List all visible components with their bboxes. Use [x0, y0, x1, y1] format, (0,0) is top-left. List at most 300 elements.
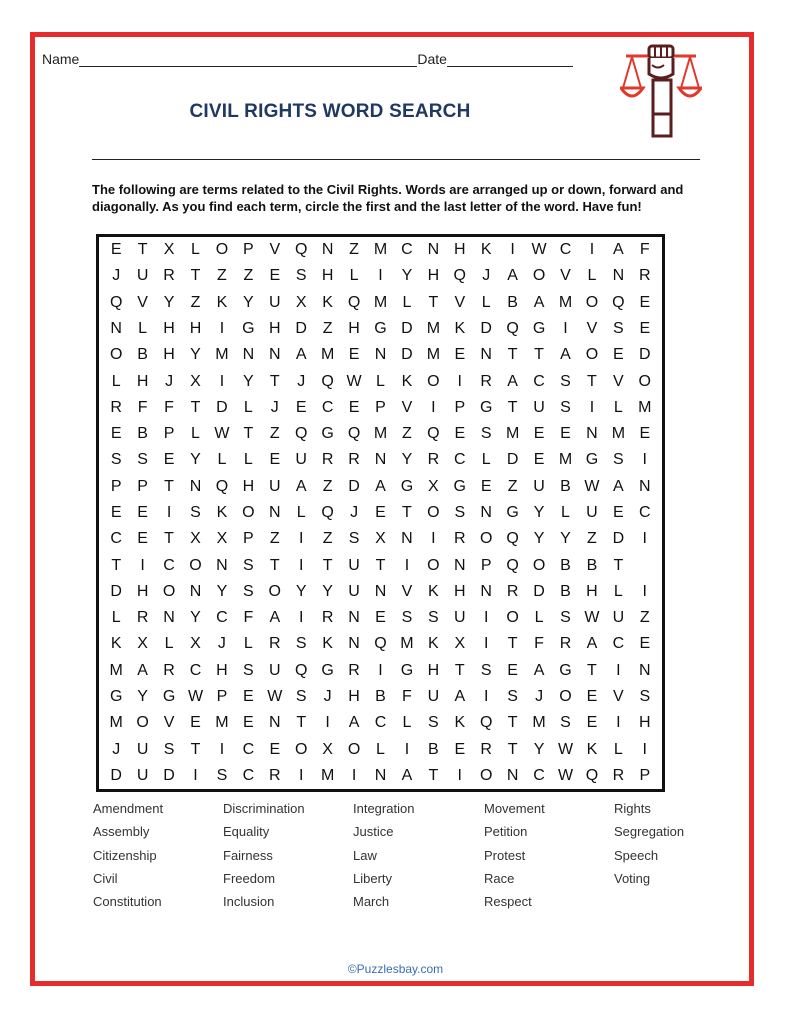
grid-letter[interactable]: C — [639, 503, 651, 521]
grid-letter[interactable]: R — [269, 766, 281, 784]
grid-letter[interactable]: E — [454, 740, 466, 758]
grid-letter[interactable]: U — [533, 477, 545, 495]
grid-letter[interactable]: T — [111, 556, 122, 574]
grid-letter[interactable]: X — [137, 635, 148, 653]
grid-letter[interactable]: L — [243, 451, 253, 469]
grid-letter[interactable]: L — [191, 425, 200, 443]
grid-letter[interactable]: B — [137, 346, 148, 364]
grid-letter[interactable]: G — [162, 687, 176, 705]
grid-letter[interactable]: O — [638, 372, 651, 390]
grid-letter[interactable]: Y — [190, 609, 201, 627]
grid-letter[interactable]: M — [320, 766, 335, 784]
grid-letter[interactable]: R — [639, 267, 651, 285]
grid-letter[interactable]: F — [137, 398, 148, 416]
grid-letter[interactable]: K — [454, 714, 466, 732]
grid-letter[interactable]: K — [428, 635, 439, 653]
grid-letter[interactable]: Q — [347, 293, 361, 311]
grid-letter[interactable]: O — [532, 556, 546, 574]
grid-letter[interactable]: Q — [321, 503, 334, 521]
grid-letter[interactable]: T — [269, 556, 280, 574]
grid-letter[interactable]: N — [480, 346, 492, 364]
grid-letter[interactable]: G — [585, 451, 599, 469]
grid-letter[interactable]: G — [374, 319, 387, 337]
grid-letter[interactable]: N — [639, 477, 651, 495]
grid-letter[interactable]: H — [216, 661, 228, 679]
grid-letter[interactable]: F — [164, 398, 174, 416]
grid-letter[interactable]: W — [557, 766, 574, 784]
grid-letter[interactable]: W — [584, 609, 600, 627]
grid-letter[interactable]: T — [428, 293, 439, 311]
grid-letter[interactable]: L — [402, 293, 412, 311]
grid-letter[interactable]: H — [242, 477, 255, 495]
grid-letter[interactable]: V — [560, 267, 571, 285]
grid-letter[interactable]: J — [112, 740, 121, 758]
grid-letter[interactable]: U — [586, 503, 598, 521]
grid-letter[interactable]: L — [561, 503, 570, 521]
grid-letter[interactable]: Q — [585, 766, 599, 784]
grid-letter[interactable]: M — [215, 714, 229, 732]
grid-letter[interactable]: I — [298, 766, 304, 784]
grid-letter[interactable]: I — [431, 530, 436, 548]
grid-letter[interactable]: E — [639, 319, 651, 337]
grid-letter[interactable]: T — [243, 425, 254, 443]
grid-letter[interactable]: E — [348, 346, 360, 364]
grid-letter[interactable]: I — [616, 714, 621, 732]
grid-letter[interactable]: S — [295, 635, 307, 653]
grid-letter[interactable]: L — [376, 372, 385, 390]
grid-letter[interactable]: D — [612, 530, 625, 548]
grid-letter[interactable]: O — [479, 766, 493, 784]
grid-letter[interactable]: W — [267, 687, 283, 705]
grid-letter[interactable]: S — [560, 372, 571, 390]
grid-letter[interactable]: S — [507, 687, 518, 705]
grid-letter[interactable]: Q — [453, 267, 466, 285]
grid-letter[interactable]: H — [321, 267, 334, 285]
grid-letter[interactable]: E — [137, 530, 148, 548]
grid-letter[interactable]: U — [295, 451, 307, 469]
grid-letter[interactable]: U — [348, 556, 360, 574]
grid-letter[interactable]: H — [163, 319, 175, 337]
grid-letter[interactable]: H — [136, 582, 149, 600]
grid-letter[interactable]: Q — [347, 425, 361, 443]
grid-letter[interactable]: O — [268, 582, 281, 600]
grid-letter[interactable]: A — [613, 477, 624, 495]
grid-letter[interactable]: T — [507, 635, 518, 653]
grid-letter[interactable]: Y — [401, 451, 413, 469]
grid-letter[interactable]: Q — [215, 477, 229, 495]
grid-letter[interactable]: N — [639, 661, 651, 679]
grid-letter[interactable]: S — [454, 503, 466, 521]
grid-letter[interactable]: N — [374, 582, 387, 600]
grid-letter[interactable]: L — [613, 740, 623, 758]
grid-letter[interactable]: G — [109, 687, 123, 705]
grid-letter[interactable]: Y — [560, 530, 571, 548]
grid-letter[interactable]: I — [431, 398, 436, 416]
grid-letter[interactable]: U — [454, 609, 466, 627]
grid-letter[interactable]: E — [639, 635, 651, 653]
grid-letter[interactable]: S — [560, 398, 571, 416]
grid-letter[interactable]: N — [348, 609, 360, 627]
grid-letter[interactable]: R — [480, 740, 492, 758]
grid-letter[interactable]: D — [163, 766, 175, 784]
grid-letter[interactable]: R — [506, 582, 519, 600]
grid-letter[interactable]: X — [190, 635, 201, 653]
grid-letter[interactable]: O — [162, 582, 176, 600]
grid-letter[interactable]: L — [349, 267, 359, 285]
grid-letter[interactable]: L — [534, 609, 544, 627]
grid-letter[interactable]: E — [533, 425, 545, 443]
grid-letter[interactable]: R — [110, 398, 122, 416]
grid-letter[interactable]: M — [109, 714, 123, 732]
grid-letter[interactable]: I — [616, 661, 621, 679]
grid-letter[interactable]: U — [269, 293, 281, 311]
grid-letter[interactable]: P — [243, 241, 254, 259]
grid-letter[interactable]: C — [533, 766, 545, 784]
grid-letter[interactable]: X — [428, 477, 439, 495]
grid-letter[interactable]: Z — [507, 477, 518, 495]
grid-letter[interactable]: A — [613, 241, 624, 259]
grid-letter[interactable]: P — [110, 477, 122, 495]
grid-letter[interactable]: I — [219, 372, 225, 390]
grid-letter[interactable]: M — [373, 293, 388, 311]
grid-letter[interactable]: N — [189, 582, 202, 600]
grid-letter[interactable]: T — [190, 740, 201, 758]
grid-letter[interactable]: T — [507, 346, 518, 364]
grid-letter[interactable]: N — [480, 503, 492, 521]
grid-letter[interactable]: P — [137, 477, 148, 495]
grid-letter[interactable]: L — [191, 241, 200, 259]
grid-letter[interactable]: S — [480, 425, 492, 443]
grid-letter[interactable]: R — [163, 661, 175, 679]
grid-letter[interactable]: I — [457, 372, 462, 390]
grid-letter[interactable]: D — [401, 319, 413, 337]
grid-letter[interactable]: F — [243, 609, 254, 627]
grid-letter[interactable]: V — [454, 293, 466, 311]
grid-letter[interactable]: N — [454, 556, 466, 574]
grid-letter[interactable]: U — [533, 398, 545, 416]
grid-letter[interactable]: J — [482, 267, 491, 285]
grid-letter[interactable]: G — [242, 319, 255, 337]
grid-letter[interactable]: P — [216, 687, 228, 705]
grid-letter[interactable]: Q — [294, 241, 308, 259]
date-field[interactable] — [447, 52, 573, 67]
grid-letter[interactable]: E — [454, 346, 466, 364]
grid-letter[interactable]: Z — [269, 530, 280, 548]
grid-letter[interactable]: W — [346, 372, 362, 390]
grid-letter[interactable]: J — [270, 398, 279, 416]
grid-letter[interactable]: O — [189, 556, 202, 574]
grid-letter[interactable]: P — [163, 425, 175, 443]
grid-letter[interactable]: I — [193, 766, 198, 784]
grid-letter[interactable]: L — [138, 319, 148, 337]
grid-letter[interactable]: C — [401, 241, 413, 259]
grid-letter[interactable]: J — [350, 503, 359, 521]
grid-letter[interactable]: N — [269, 503, 281, 521]
grid-letter[interactable]: I — [404, 740, 410, 758]
grid-letter[interactable]: A — [295, 477, 307, 495]
grid-letter[interactable]: H — [586, 582, 598, 600]
grid-letter[interactable]: M — [215, 346, 229, 364]
grid-letter[interactable]: J — [217, 635, 226, 653]
grid-letter[interactable]: E — [269, 740, 281, 758]
grid-letter[interactable]: O — [506, 609, 519, 627]
grid-letter[interactable]: B — [507, 293, 518, 311]
grid-letter[interactable]: X — [190, 372, 201, 390]
grid-letter[interactable]: B — [428, 740, 439, 758]
grid-letter[interactable]: Z — [269, 425, 280, 443]
grid-letter[interactable]: I — [642, 582, 647, 600]
grid-letter[interactable]: Q — [109, 293, 123, 311]
grid-letter[interactable]: I — [483, 687, 489, 705]
grid-letter[interactable]: I — [378, 661, 383, 679]
grid-letter[interactable]: E — [110, 425, 122, 443]
grid-letter[interactable]: I — [483, 635, 489, 653]
grid-letter[interactable]: Q — [612, 293, 625, 311]
grid-letter[interactable]: C — [374, 714, 387, 732]
grid-letter[interactable]: C — [533, 372, 545, 390]
grid-letter[interactable]: H — [136, 372, 149, 390]
grid-letter[interactable]: I — [140, 556, 145, 574]
grid-letter[interactable]: Z — [190, 293, 201, 311]
grid-letter[interactable]: J — [535, 687, 544, 705]
grid-letter[interactable]: H — [348, 687, 360, 705]
grid-letter[interactable]: S — [216, 766, 228, 784]
grid-letter[interactable]: K — [480, 241, 492, 259]
grid-letter[interactable]: V — [163, 714, 175, 732]
grid-letter[interactable]: E — [507, 661, 518, 679]
grid-letter[interactable]: O — [532, 267, 546, 285]
grid-letter[interactable]: N — [374, 346, 387, 364]
grid-letter[interactable]: E — [639, 293, 651, 311]
grid-letter[interactable]: L — [111, 372, 121, 390]
grid-letter[interactable]: H — [454, 582, 466, 600]
grid-letter[interactable]: S — [137, 451, 148, 469]
grid-letter[interactable]: A — [533, 661, 545, 679]
grid-letter[interactable]: I — [166, 503, 172, 521]
grid-letter[interactable]: H — [639, 714, 651, 732]
grid-letter[interactable]: D — [480, 319, 492, 337]
grid-letter[interactable]: A — [533, 293, 545, 311]
grid-letter[interactable]: E — [269, 267, 281, 285]
grid-letter[interactable]: U — [269, 477, 281, 495]
grid-letter[interactable]: K — [454, 319, 466, 337]
grid-letter[interactable]: A — [269, 609, 281, 627]
grid-letter[interactable]: Q — [427, 425, 440, 443]
grid-letter[interactable]: Y — [533, 740, 545, 758]
grid-letter[interactable]: L — [587, 267, 597, 285]
grid-letter[interactable]: N — [506, 766, 519, 784]
grid-letter[interactable]: M — [109, 661, 123, 679]
grid-letter[interactable]: K — [428, 582, 439, 600]
grid-letter[interactable]: Z — [322, 319, 333, 337]
grid-letter[interactable]: T — [587, 372, 597, 390]
grid-letter[interactable]: G — [532, 319, 546, 337]
grid-letter[interactable]: G — [321, 661, 334, 679]
grid-letter[interactable]: T — [164, 477, 174, 495]
grid-letter[interactable]: M — [320, 346, 335, 364]
grid-letter[interactable]: O — [427, 556, 440, 574]
grid-letter[interactable]: R — [321, 609, 334, 627]
grid-letter[interactable]: E — [243, 687, 254, 705]
grid-letter[interactable]: D — [216, 398, 228, 416]
grid-letter[interactable]: E — [375, 503, 386, 521]
grid-letter[interactable]: J — [165, 372, 174, 390]
grid-letter[interactable]: N — [348, 635, 360, 653]
grid-letter[interactable]: I — [483, 609, 489, 627]
grid-letter[interactable]: E — [586, 687, 598, 705]
grid-letter[interactable]: G — [559, 661, 572, 679]
grid-letter[interactable]: R — [136, 609, 149, 627]
grid-letter[interactable]: G — [506, 503, 519, 521]
grid-letter[interactable]: F — [534, 635, 544, 653]
grid-letter[interactable]: Y — [533, 503, 545, 521]
grid-letter[interactable]: B — [375, 687, 386, 705]
grid-letter[interactable]: K — [322, 293, 333, 311]
grid-letter[interactable]: M — [373, 241, 388, 259]
grid-letter[interactable]: P — [480, 556, 492, 574]
grid-letter[interactable]: D — [533, 582, 545, 600]
grid-letter[interactable]: L — [613, 582, 623, 600]
grid-letter[interactable]: N — [321, 241, 334, 259]
grid-letter[interactable]: Z — [243, 267, 254, 285]
grid-letter[interactable]: T — [190, 398, 201, 416]
grid-letter[interactable]: Q — [321, 372, 334, 390]
grid-letter[interactable]: S — [428, 609, 439, 627]
grid-letter[interactable]: I — [325, 714, 330, 732]
grid-letter[interactable]: C — [163, 556, 175, 574]
grid-letter[interactable]: V — [586, 319, 598, 337]
grid-letter[interactable]: H — [427, 267, 440, 285]
grid-letter[interactable]: P — [454, 398, 466, 416]
grid-letter[interactable]: M — [505, 425, 520, 443]
grid-letter[interactable]: R — [559, 635, 572, 653]
grid-letter[interactable]: E — [190, 714, 201, 732]
grid-letter[interactable]: Y — [137, 687, 148, 705]
grid-letter[interactable]: F — [402, 687, 412, 705]
grid-letter[interactable]: U — [269, 661, 281, 679]
grid-letter[interactable]: Y — [322, 582, 333, 600]
grid-letter[interactable]: L — [296, 503, 306, 521]
grid-letter[interactable]: H — [269, 319, 281, 337]
grid-letter[interactable]: P — [375, 398, 386, 416]
grid-letter[interactable]: S — [295, 687, 307, 705]
grid-letter[interactable]: L — [243, 635, 253, 653]
grid-letter[interactable]: F — [639, 241, 650, 259]
grid-letter[interactable]: N — [242, 346, 255, 364]
grid-letter[interactable]: O — [294, 740, 308, 758]
grid-letter[interactable]: E — [295, 398, 307, 416]
grid-letter[interactable]: W — [531, 241, 547, 259]
grid-letter[interactable]: Z — [349, 241, 359, 259]
grid-letter[interactable]: L — [481, 451, 491, 469]
grid-letter[interactable]: T — [507, 714, 518, 732]
grid-letter[interactable]: M — [611, 425, 626, 443]
grid-letter[interactable]: S — [560, 609, 571, 627]
grid-letter[interactable]: H — [189, 319, 202, 337]
grid-letter[interactable]: W — [214, 425, 230, 443]
grid-letter[interactable]: U — [136, 766, 149, 784]
grid-letter[interactable]: Q — [506, 319, 519, 337]
grid-letter[interactable]: O — [242, 503, 255, 521]
grid-letter[interactable]: N — [586, 425, 598, 443]
grid-letter[interactable]: T — [322, 556, 333, 574]
grid-letter[interactable]: Y — [401, 267, 413, 285]
grid-letter[interactable]: X — [322, 740, 333, 758]
grid-letter[interactable]: T — [402, 503, 412, 521]
grid-letter[interactable]: R — [321, 451, 334, 469]
grid-letter[interactable]: S — [348, 530, 360, 548]
grid-letter[interactable]: Q — [479, 714, 493, 732]
grid-letter[interactable]: K — [322, 635, 333, 653]
grid-letter[interactable]: I — [642, 530, 647, 548]
grid-letter[interactable]: S — [110, 451, 122, 469]
grid-letter[interactable]: T — [534, 346, 544, 364]
grid-letter[interactable]: L — [481, 293, 491, 311]
grid-letter[interactable]: R — [348, 451, 360, 469]
grid-letter[interactable]: R — [427, 451, 440, 469]
grid-letter[interactable]: E — [560, 425, 571, 443]
grid-letter[interactable]: C — [189, 661, 202, 679]
grid-letter[interactable]: I — [298, 556, 304, 574]
grid-letter[interactable]: T — [507, 740, 518, 758]
grid-letter[interactable]: T — [190, 267, 201, 285]
grid-letter[interactable]: D — [295, 319, 307, 337]
grid-letter[interactable]: N — [480, 582, 492, 600]
grid-letter[interactable]: S — [190, 503, 201, 521]
grid-letter[interactable]: N — [612, 267, 625, 285]
grid-letter[interactable]: O — [585, 293, 599, 311]
grid-letter[interactable]: H — [454, 241, 466, 259]
grid-letter[interactable]: K — [586, 740, 598, 758]
grid-letter[interactable]: Z — [322, 530, 333, 548]
grid-letter[interactable]: L — [243, 398, 253, 416]
grid-letter[interactable]: E — [454, 425, 466, 443]
grid-letter[interactable]: Y — [163, 293, 175, 311]
grid-letter[interactable]: X — [454, 635, 466, 653]
grid-letter[interactable]: E — [110, 241, 122, 259]
grid-letter[interactable]: E — [269, 451, 281, 469]
grid-letter[interactable]: O — [136, 714, 149, 732]
grid-letter[interactable]: I — [642, 740, 647, 758]
grid-letter[interactable]: O — [479, 530, 493, 548]
grid-letter[interactable]: Y — [190, 451, 201, 469]
grid-letter[interactable]: V — [613, 687, 624, 705]
grid-letter[interactable]: P — [243, 530, 254, 548]
grid-letter[interactable]: S — [480, 661, 492, 679]
grid-letter[interactable]: R — [454, 530, 466, 548]
grid-letter[interactable]: V — [613, 372, 624, 390]
grid-letter[interactable]: A — [295, 346, 307, 364]
grid-letter[interactable]: Q — [506, 556, 519, 574]
grid-letter[interactable]: E — [586, 714, 598, 732]
grid-letter[interactable]: D — [110, 582, 122, 600]
grid-letter[interactable]: J — [297, 372, 306, 390]
grid-letter[interactable]: E — [137, 503, 148, 521]
grid-letter[interactable]: Z — [322, 477, 333, 495]
grid-letter[interactable]: M — [532, 714, 546, 732]
grid-letter[interactable]: L — [376, 740, 385, 758]
grid-letter[interactable]: N — [374, 766, 387, 784]
grid-letter[interactable]: N — [401, 530, 413, 548]
grid-letter[interactable]: P — [639, 766, 651, 784]
grid-letter[interactable]: U — [427, 687, 440, 705]
grid-letter[interactable]: V — [137, 293, 148, 311]
grid-letter[interactable]: A — [401, 766, 413, 784]
grid-letter[interactable]: C — [110, 530, 122, 548]
grid-letter[interactable]: N — [110, 319, 122, 337]
grid-letter[interactable]: Y — [295, 582, 307, 600]
grid-letter[interactable]: I — [219, 740, 225, 758]
